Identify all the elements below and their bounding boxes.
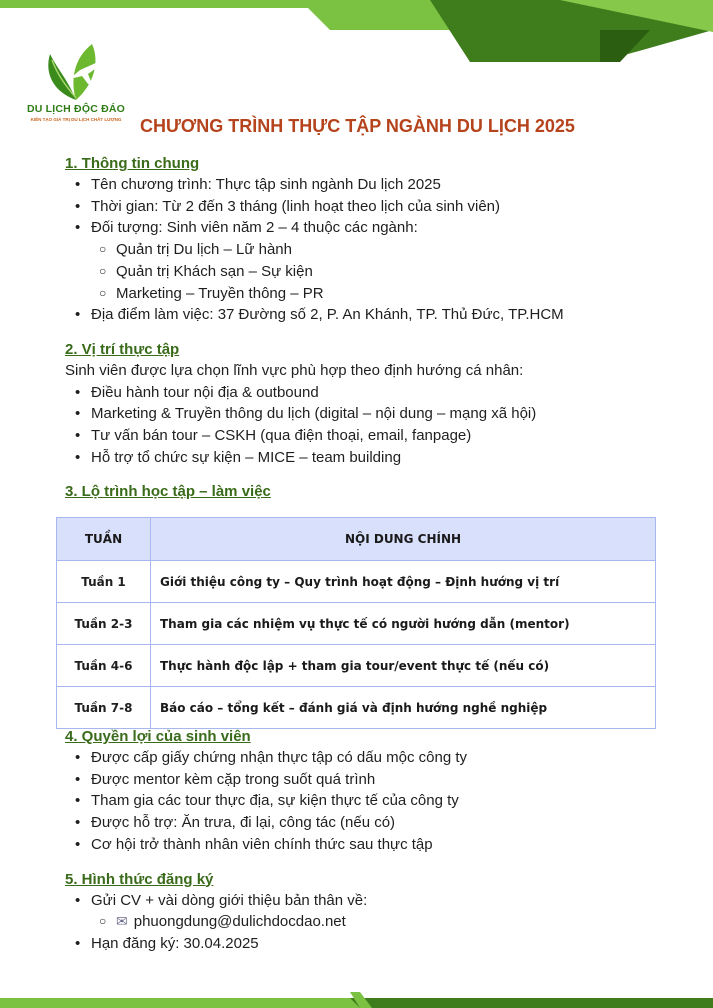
table-row <box>57 561 656 603</box>
major-item: ○ Quản trị Du lịch – Lữ hành <box>65 239 695 261</box>
list-item: • Điều hành tour nội địa & outbound <box>65 382 695 404</box>
week-cell: Tuần 2-3 <box>57 603 151 645</box>
list-item: • Tư vấn bán tour – CSKH (qua điện thoại, email, fanpage) <box>65 425 695 447</box>
col-week-header: TUẦN <box>57 518 151 561</box>
section-intro: Sinh viên được lựa chọn lĩnh vực phù hợp theo định hướng cá nhân: <box>65 361 524 379</box>
table-row <box>57 645 656 687</box>
envelope-icon: ✉ <box>116 913 128 930</box>
col-content-header: NỘI DUNG CHÍNH <box>151 518 656 561</box>
email-link[interactable]: phuongdung@dulichdocdao.net <box>133 913 346 931</box>
table-row <box>57 687 656 729</box>
major-item: ○ Quản trị Khách sạn – Sự kiện <box>65 261 695 283</box>
document-body <box>65 153 695 515</box>
leaf-plane-icon <box>40 40 112 102</box>
content-cell: Báo cáo – tổng kết – đánh giá và định hướng nghề nghiệp <box>151 687 656 729</box>
major-item: ○ Marketing – Truyền thông – PR <box>65 283 695 305</box>
week-cell: Tuần 4-6 <box>57 645 151 687</box>
section-roadmap <box>65 481 695 502</box>
section-title: 1. Thông tin chung <box>65 155 200 172</box>
list-item: • Cơ hội trở thành nhân viên chính thức sau thực tập <box>65 834 695 856</box>
send-text: Gửi CV + vài dòng giới thiệu bản thân về: <box>91 891 368 909</box>
section-benefits <box>65 726 695 856</box>
list-item: • Được hỗ trợ: Ăn trưa, đi lại, công tác (nếu có) <box>65 812 695 834</box>
list-item: • Marketing & Truyền thông du lịch (digital – nội dung – mạng xã hội) <box>65 403 695 425</box>
week-cell: Tuần 1 <box>57 561 151 603</box>
table-row <box>57 603 656 645</box>
list-item: • Địa điểm làm việc: 37 Đường số 2, P. An Khánh, TP. Thủ Đức, TP.HCM <box>65 304 695 326</box>
section-title: 5. Hình thức đăng ký <box>65 870 214 888</box>
list-item: • Được cấp giấy chứng nhận thực tập có dấu mộc công ty <box>65 747 695 769</box>
content-cell: Tham gia các nhiệm vụ thực tế có người hướng dẫn (mentor) <box>151 603 656 645</box>
list-item: • Thời gian: Từ 2 đến 3 tháng (linh hoạt theo lịch của sinh viên) <box>65 196 695 218</box>
list-item: • Tên chương trình: Thực tập sinh ngành Du lịch 2025 <box>65 174 695 196</box>
list-item: • Được mentor kèm cặp trong suốt quá trình <box>65 769 695 791</box>
section-general <box>65 153 695 326</box>
document-title: CHƯƠNG TRÌNH THỰC TẬP NGÀNH DU LỊCH 2025 <box>140 116 575 136</box>
list-item <box>65 217 695 304</box>
section-title: 2. Vị trí thực tập <box>65 340 180 358</box>
roadmap-table <box>56 517 656 729</box>
document-body-lower <box>65 726 695 968</box>
brand-tagline: KIẾN TẠO GIÁ TRỊ DU LỊCH CHẤT LƯỢNG <box>30 117 122 122</box>
email-item <box>65 911 695 933</box>
brand-logo <box>26 40 126 126</box>
audience-text: Đối tượng: Sinh viên năm 2 – 4 thuộc các ngành: <box>91 219 418 237</box>
section-title: 4. Quyền lợi của sinh viên <box>65 728 251 745</box>
content-cell: Thực hành độc lập + tham gia tour/event thực tế (nếu có) <box>151 645 656 687</box>
brand-name: DU LỊCH ĐỘC ĐÁO <box>26 103 126 115</box>
list-item: • Tham gia các tour thực địa, sự kiện thực tế của công ty <box>65 790 695 812</box>
table-header-row <box>57 518 656 561</box>
footer-decoration <box>0 992 713 1008</box>
list-item: • Hỗ trợ tổ chức sự kiện – MICE – team building <box>65 447 695 469</box>
section-positions <box>65 339 695 469</box>
list-item: • Hạn đăng ký: 30.04.2025 <box>65 933 695 955</box>
section-title: 3. Lộ trình học tập – làm việc <box>65 483 271 501</box>
section-register <box>65 869 695 955</box>
content-cell: Giới thiệu công ty – Quy trình hoạt động – Định hướng vị trí <box>151 561 656 603</box>
list-item <box>65 890 695 933</box>
week-cell: Tuần 7-8 <box>57 687 151 729</box>
